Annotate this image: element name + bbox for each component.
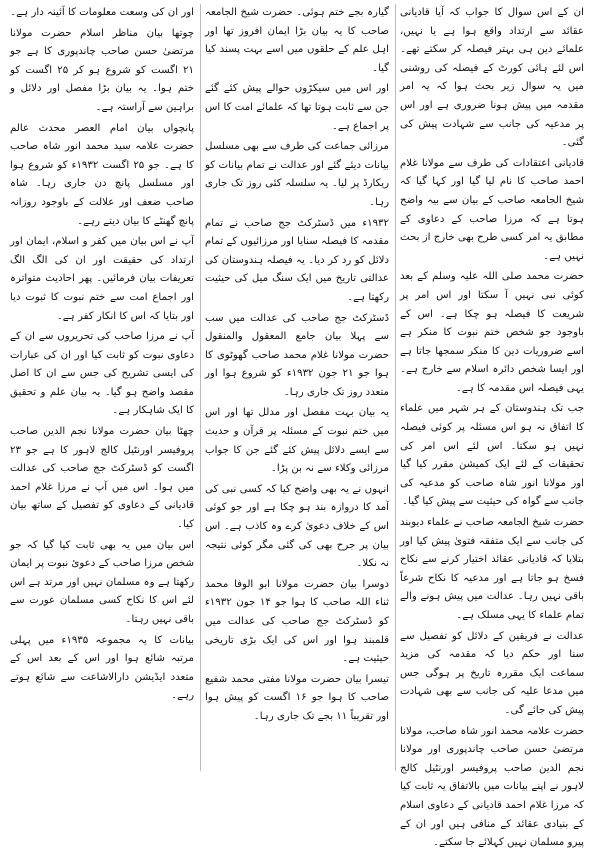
paragraph: اور ان کی وسعت معلومات کا آئینہ دار ہے۔ — [10, 7, 194, 18]
paragraph: ان کے اس سوال کا جواب کہ آیا قادیانی عقائد سے ارتداد واقع ہوا ہے یا نہیں، علمائے دین ہی بہتر فیصلہ کر سکتے تھے۔ اس لئے ہائی کورٹ کے فیصلہ کی روشنی میں یہ سوال زیر بحث ہوا کہ یہ امر مقدمہ میں پیش ہونا ضروری ہے اور اس پر مدعیہ کی جانب سے شہادت پیش کی گئی۔ — [400, 7, 584, 149]
paragraph: انہوں نے یہ بھی واضح کیا کہ کسی نبی کی آمد کا دروازہ بند ہو چکا ہے اور جو کوئی اس کے خلاف دعویٰ کرے وہ کاذب ہے۔ اس بیان پر جرح بھی کی گئی مگر کوئی نتیجہ نہ نکلا۔ — [205, 483, 389, 570]
paragraph: مرزائی جماعت کی طرف سے بھی مسلسل بیانات دیئے گئے اور عدالت نے تمام بیانات کو ریکارڈ پر لیا۔ یہ سلسلہ کئی روز تک جاری رہا۔ — [205, 141, 389, 208]
paragraph: چوتھا بیان مناظر اسلام حضرت مولانا مرتضیٰ حسن صاحب چاندپوری کا ہے جو ۲۱ اگست کو شروع ہو کر ۲۵ اگست کو ختم ہوا۔ یہ بیان بڑا مفصل اور دلائل و براہین سے آراستہ ہے۔ — [10, 27, 194, 113]
paragraph: حضرت محمد صلی اللہ علیہ وسلم کے بعد کوئی نبی نہیں آ سکتا اور اس امر پر شریعت کا فیصلہ ہو چکا ہے۔ اس کے باوجود جو شخص ختم نبوت کا منکر ہے اسے ضروریات دین کا منکر سمجھا جاتا ہے اور ایسا شخص دائرہ اسلام سے خارج ہے۔ یہی فیصلہ اس مقدمہ کا ہے۔ — [400, 271, 584, 394]
paragraph: بیانات کا یہ مجموعہ ۱۹۳۵ء میں پہلی مرتبہ شائع ہوا اور اس کے بعد اس کے متعدد ایڈیشن دارالاشاعت سے شائع ہوتے رہے۔ — [10, 634, 194, 702]
paragraph: حضرت شیخ الجامعہ صاحب نے علماء دیوبند کی جانب سے ایک متفقہ فتویٰ پیش کیا اور بتلایا کہ قادیانی عقائد اختیار کرنے سے نکاح فسخ ہو جاتا ہے اور مدعیہ کا نکاح شرعاً باقی نہیں رہا۔ عدالت میں پیش ہونے والے تمام علماء کا یہی مسلک ہے۔ — [400, 517, 584, 621]
paragraph: پانچواں بیان امام العصر محدث عالم حضرت علامہ سید محمد انور شاہ صاحب کا ہے۔ جو ۲۵ اگست ۱۹۳۲ء کو شروع ہوا اور مسلسل پانچ دن جاری رہا۔ شاہ صاحب ضعف اور علالت کے باوجود روزانہ پانچ گھنٹے کا بیان دیتے رہے۔ — [10, 122, 194, 227]
column-right — [395, 4, 584, 849]
newspaper-columns — [6, 4, 584, 849]
paragraph: چھٹا بیان حضرت مولانا نجم الدین صاحب پروفیسر اورنٹیل کالج لاہور کا ہے جو ۲۳ اگست کو ڈسٹرکٹ جج صاحب کی عدالت میں ہوا۔ اس میں آپ نے مرزا غلام احمد قادیانی کے دعاوی کو تفصیل کے ساتھ بیان کیا۔ — [10, 426, 194, 531]
column-middle — [200, 4, 389, 771]
paragraph: آپ نے اس بیان میں کفر و اسلام، ایمان اور ارتداد کی حقیقت اور ان کی الگ الگ تعریفات بیان فرمائیں۔ پھر احادیث متواترہ اور اجماع امت سے ختم نبوت کا ثبوت دیا اور بتایا کہ اس کا انکار کفر ہے۔ — [10, 236, 194, 322]
paragraph: قادیانی اعتقادات کی طرف سے مولانا غلام احمد صاحب کا نام لیا گیا اور کہا گیا کہ شیخ الجامعہ صاحب کے بیان سے بیہ واضح ہوتا ہے کہ مرزا صاحب کے دعاوی کے مطابق یہ امر کسی طرح بھی خارج از بحث نہیں ہے۔ — [400, 157, 584, 262]
column-left — [6, 4, 194, 771]
paragraph: عدالت نے فریقین کے دلائل کو تفصیل سے سنا اور حکم دیا کہ مقدمہ کی مزید سماعت ایک مقررہ تاریخ پر ہوگی جس میں مدعا علیہ کی جانب سے بھی شہادت پیش کی جائے گی۔ — [400, 630, 584, 716]
paragraph: ۱۹۳۲ء میں ڈسٹرکٹ جج صاحب نے تمام مقدمہ کا فیصلہ سنایا اور مرزائیوں کے تمام دلائل کو رد کر دیا۔ یہ فیصلہ ہندوستان کی عدالتی تاریخ میں ایک سنگ میل کی حیثیت رکھتا ہے۔ — [205, 217, 389, 303]
paragraph: دوسرا بیان حضرت مولانا ابو الوفا محمد ثناء اللہ صاحب کا ہوا جو ۱۴ جون ۱۹۳۲ء کو ڈسٹرکٹ جج صاحب کی عدالت میں قلمبند ہوا اور اس کی ایک بڑی تاریخی حیثیت ہے۔ — [205, 578, 389, 665]
paragraph: اس بیان میں یہ بھی ثابت کیا گیا کہ جو شخص مرزا صاحب کے دعوئ نبوت پر ایمان رکھتا ہے وہ مسلمان نہیں اور مرتد ہے اس لئے اس کا نکاح کسی مسلمان عورت سے باقی نہیں رہتا۔ — [10, 539, 194, 625]
paragraph: حضرت علامہ محمد انور شاہ صاحب، مولانا مرتضیٰ حسن صاحب چاندپوری اور مولانا نجم الدین صاحب پروفیسر اورنٹیل کالج لاہور نے اپنے بیانات میں بالاتفاق یہ ثابت کیا کہ مرزا غلام احمد قادیانی کے دعاوی اسلام کے بنیادی عقائد کے منافی ہیں اور ان کے پیرو مسلمان نہیں کہلائے جا سکتے۔ — [400, 725, 584, 849]
paragraph: اور اس میں سیکڑوں حوالے پیش کئے گئے جن سے ثابت ہوتا تھا کہ علمائے امت کا اس پر اجماع ہے۔ — [205, 83, 389, 132]
paragraph: آپ نے مرزا صاحب کی تحریروں سے ان کے دعاوی نبوت کو ثابت کیا اور ان کی عبارات کی ایسی تشریح کی جس سے ان کا اصل مقصد واضح ہو گیا۔ یہ بیان علم و تحقیق کا ایک شاہکار ہے۔ — [10, 331, 194, 417]
paragraph: ڈسٹرکٹ جج صاحب کی عدالت میں سب سے پہلا بیان جامع المعقول والمنقول حضرت مولانا غلام محمد صاحب گھوٹوی کا ہوا جو ۲۱ جون ۱۹۳۲ء کو شروع ہوا اور متعدد روز تک جاری رہا۔ — [205, 312, 389, 398]
paragraph: تیسرا بیان حضرت مولانا مفتی محمد شفیع صاحب کا ہوا جو ۱۶ اگست کو پیش ہوا اور تقریباً ۱۱ بجے تک جاری رہا۔ — [205, 673, 389, 722]
paragraph: گیارہ بجے ختم ہوئی۔ حضرت شیخ الجامعہ صاحب کا یہ بیان بڑا ایمان افروز تھا اور اہل علم کے حلقوں میں اسے بہت پسند کیا گیا۔ — [205, 7, 389, 74]
paragraph: جب تک ہندوستان کے ہر شہر میں علماء کا اتفاق نہ ہو اس مسئلہ پر کوئی فیصلہ نہیں ہو سکتا۔ اس لئے اس امر کی تحقیقات کے لئے ایک کمیشن مقرر کیا گیا اور مولانا انور شاہ صاحب کو مدعیہ کی جانب سے گواہ کی حیثیت سے پیش کیا گیا۔ — [400, 403, 584, 508]
paragraph: یہ بیان بہت مفصل اور مدلل تھا اور اس میں ختم نبوت کے مسئلہ پر قرآن و حدیث سے ایسے دلائل پیش کئے گئے جن کا جواب مرزائی وکلاء سے نہ بن پڑا۔ — [205, 407, 389, 475]
